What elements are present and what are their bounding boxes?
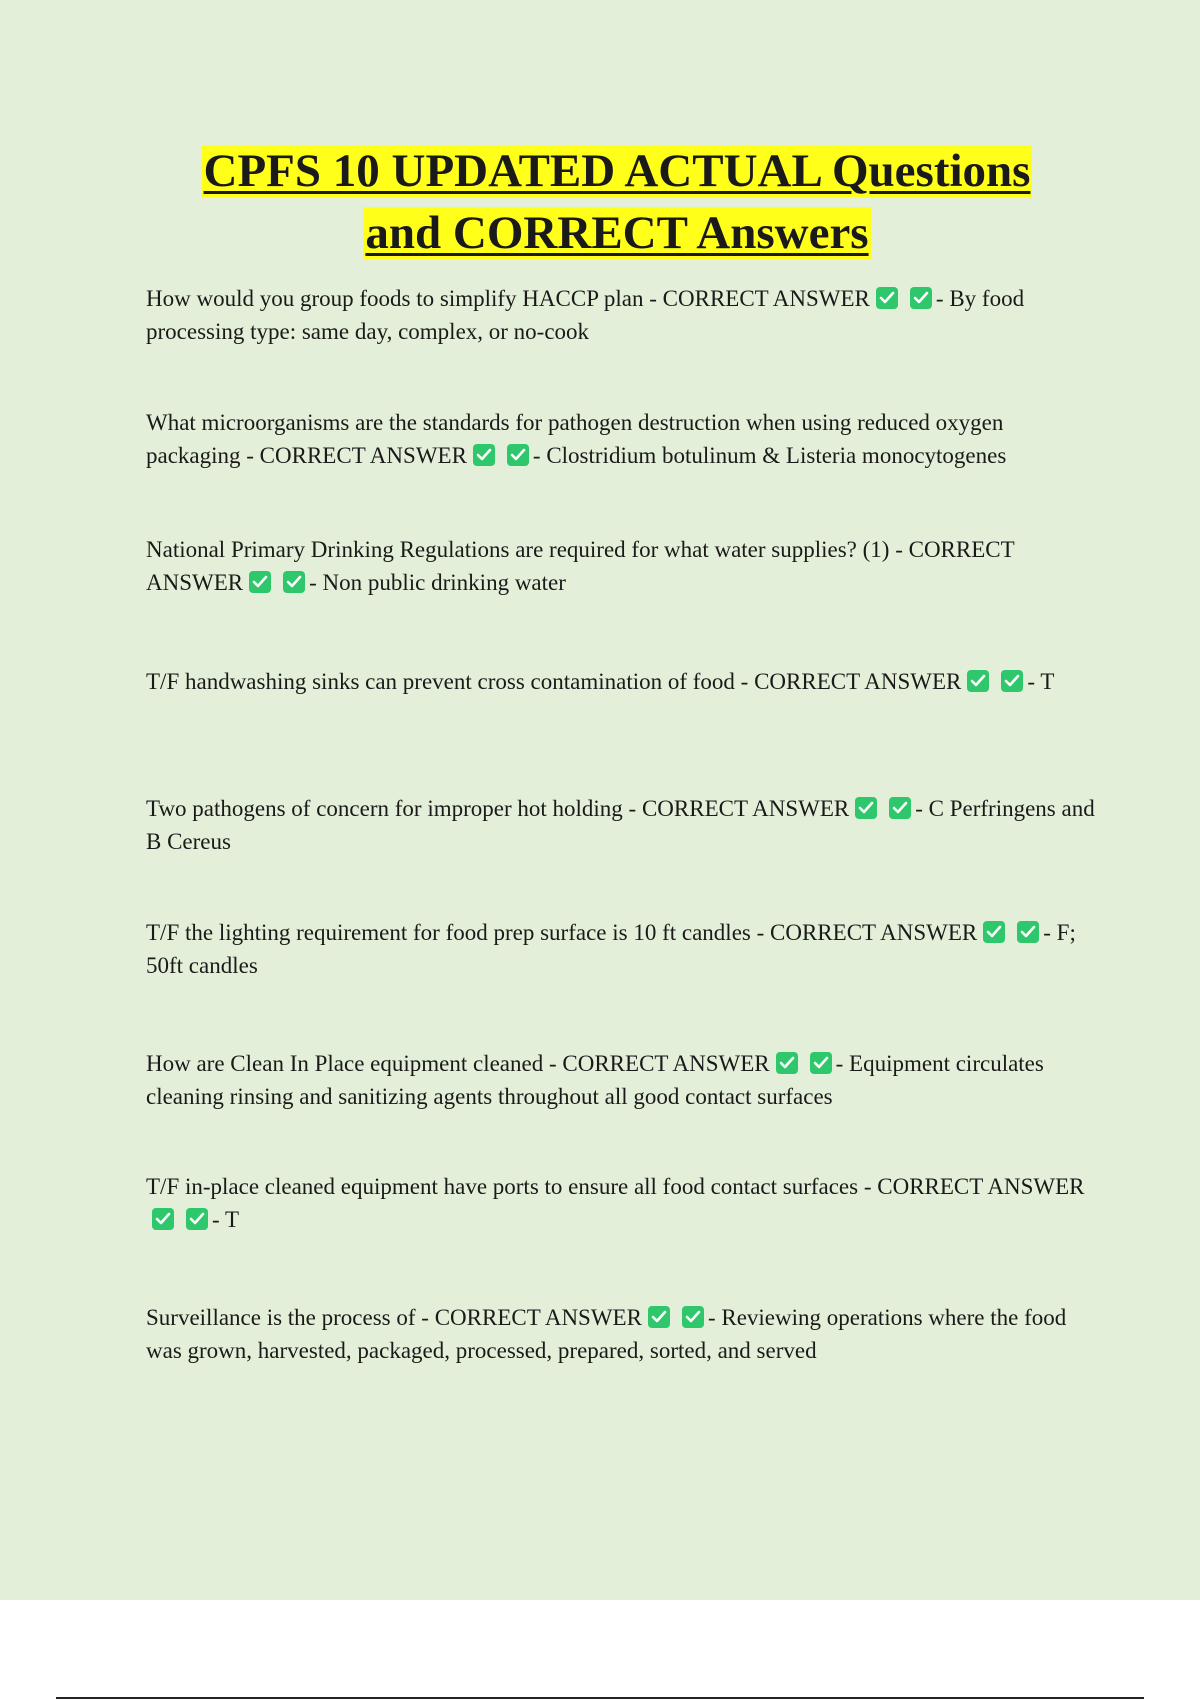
check-mark-icon: [910, 287, 932, 309]
question-text: T/F handwashing sinks can prevent cross contamination of food - CORRECT ANSWER: [146, 669, 962, 694]
answer-text: - T: [212, 1207, 240, 1232]
check-mark-icon: [810, 1052, 832, 1074]
check-mark-icon: [682, 1306, 704, 1328]
qa-item-1: [146, 282, 1086, 348]
title-line-1: CPFS 10 UPDATED ACTUAL Questions: [203, 145, 1031, 197]
qa-item-3: [146, 533, 1096, 599]
check-mark-icon: [876, 287, 898, 309]
qa-item-4: [146, 665, 1096, 698]
question-text: T/F the lighting requirement for food prep surface is 10 ft candles - CORRECT ANSWER: [146, 920, 978, 945]
answer-text: - F; 50ft candles: [146, 920, 1076, 978]
answer-text: - Non public drinking water: [309, 570, 566, 595]
question-text: What microorganisms are the standards for pathogen destruction when using reduced oxygen packaging - CORRECT ANSWER: [146, 410, 1004, 468]
check-mark-icon: [249, 571, 271, 593]
check-mark-icon: [473, 444, 495, 466]
qa-item-2: [146, 406, 1096, 472]
check-mark-icon: [283, 571, 305, 593]
answer-text: - Clostridium botulinum & Listeria monocytogenes: [532, 443, 1007, 468]
check-mark-icon: [152, 1208, 174, 1230]
title-line-2: and CORRECT Answers: [365, 207, 869, 259]
question-text: How are Clean In Place equipment cleaned - CORRECT ANSWER: [146, 1051, 770, 1076]
answer-text: - T: [1027, 669, 1055, 694]
qa-item-8: [146, 1170, 1096, 1236]
answer-text: - Equipment circulates cleaning rinsing and sanitizing agents throughout all good contact surfaces: [146, 1051, 1044, 1109]
check-mark-icon: [1017, 921, 1039, 943]
check-mark-icon: [967, 670, 989, 692]
answer-text: - Reviewing operations where the food was grown, harvested, packaged, processed, prepared, sorted, and served: [146, 1305, 1067, 1363]
check-mark-icon: [1001, 670, 1023, 692]
check-mark-icon: [889, 797, 911, 819]
check-mark-icon: [855, 797, 877, 819]
qa-item-6: [146, 916, 1096, 982]
qa-item-5: [146, 792, 1096, 858]
check-mark-icon: [648, 1306, 670, 1328]
check-mark-icon: [983, 921, 1005, 943]
check-mark-icon: [507, 444, 529, 466]
question-text: T/F in-place cleaned equipment have ports to ensure all food contact surfaces - CORRECT ANSWER: [146, 1174, 1085, 1199]
question-text: Two pathogens of concern for improper hot holding - CORRECT ANSWER: [146, 796, 850, 821]
answer-text: - C Perfringens and B Cereus: [146, 796, 1095, 854]
answer-text: - By food processing type: same day, complex, or no-cook: [146, 286, 1025, 344]
check-mark-icon: [186, 1208, 208, 1230]
question-text: National Primary Drinking Regulations are required for what water supplies? (1) - CORRECT ANSWER: [146, 537, 1015, 595]
document-title: [140, 140, 1094, 264]
qa-item-7: [146, 1047, 1096, 1113]
question-text: Surveillance is the process of - CORRECT ANSWER: [146, 1305, 642, 1330]
bottom-divider: [56, 1697, 1144, 1699]
check-mark-icon: [776, 1052, 798, 1074]
qa-item-9: [146, 1301, 1096, 1367]
question-text: How would you group foods to simplify HACCP plan - CORRECT ANSWER: [146, 286, 870, 311]
